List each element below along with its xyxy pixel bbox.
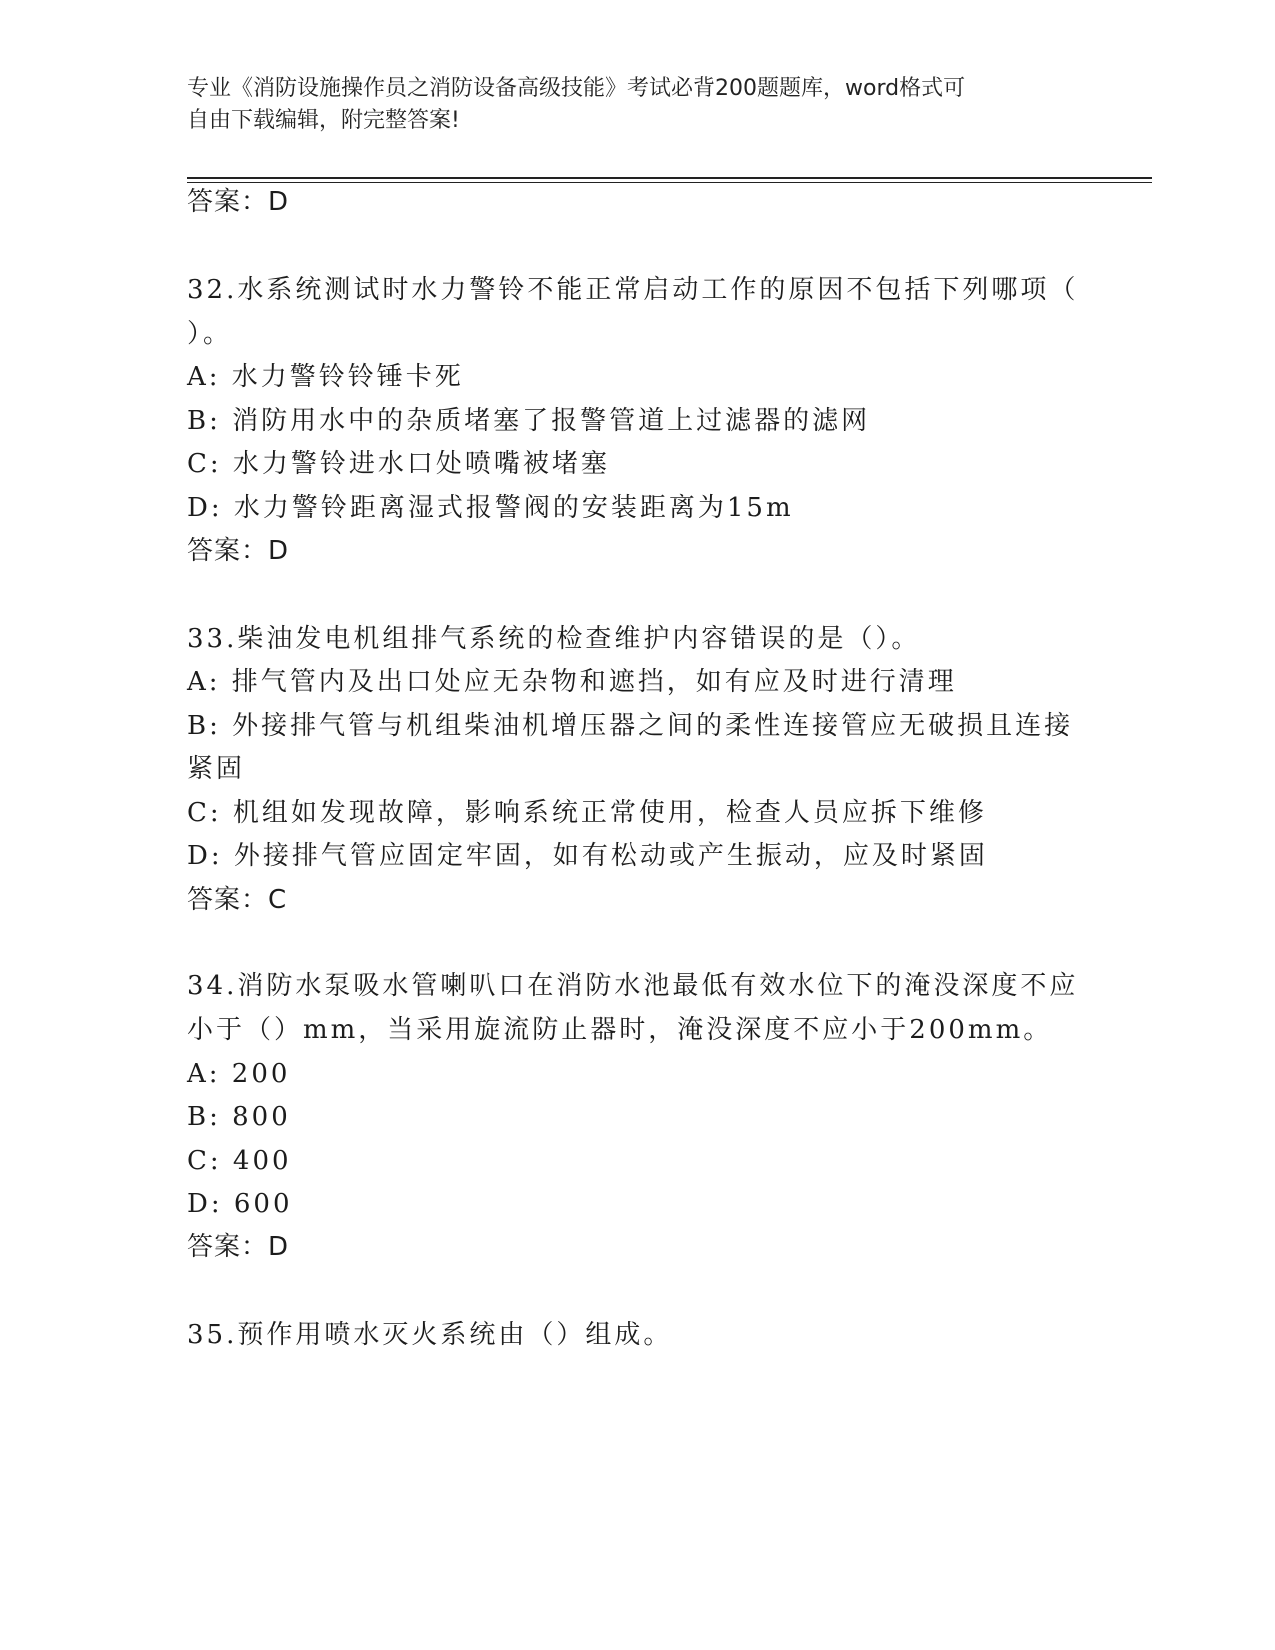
question-33-option-b-line-2: 紧固 — [187, 754, 246, 784]
question-34-option-d: D: 600 — [187, 1189, 293, 1219]
question-32-option-b: B: 消防用水中的杂质堵塞了报警管道上过滤器的滤网 — [187, 406, 871, 436]
question-32-option-a: A: 水力警铃铃锤卡死 — [187, 362, 464, 392]
header-line-2: 自由下载编辑，附完整答案! — [187, 108, 460, 133]
question-34-text-line-1: 34.消防水泵吸水管喇叭口在消防水池最低有效水位下的淹没深度不应 — [187, 971, 1079, 1001]
question-32-answer: 答案：D — [187, 536, 290, 566]
question-33-option-d: D: 外接排气管应固定牢固，如有松动或产生振动，应及时紧固 — [187, 841, 988, 871]
question-34-option-b: B: 800 — [187, 1102, 291, 1132]
header-line-1: 专业《消防设施操作员之消防设备高级技能》考试必背200题题库，word格式可 — [187, 76, 966, 101]
header-divider-thick — [187, 177, 1152, 179]
question-34-option-a: A: 200 — [187, 1059, 291, 1089]
question-34-option-c: C: 400 — [187, 1146, 292, 1176]
answer-line: 答案：D — [187, 187, 290, 217]
question-33-option-b-line-1: B: 外接排气管与机组柴油机增压器之间的柔性连接管应无破损且连接 — [187, 711, 1074, 741]
question-33-text-line-1: 33.柴油发电机组排气系统的检查维护内容错误的是（）。 — [187, 624, 921, 654]
header-divider-thin — [187, 182, 1152, 183]
question-34-answer: 答案：D — [187, 1232, 290, 1262]
question-32-text-line-2: ）。 — [187, 319, 233, 349]
question-35-text-line-1: 35.预作用喷水灭火系统由（）组成。 — [187, 1320, 673, 1350]
question-32-option-d: D: 水力警铃距离湿式报警阀的安装距离为15m — [187, 493, 794, 523]
question-33-option-a: A: 排气管内及出口处应无杂物和遮挡，如有应及时进行清理 — [187, 667, 957, 697]
question-32-text-line-1: 32.水系统测试时水力警铃不能正常启动工作的原因不包括下列哪项（ — [187, 275, 1079, 305]
question-32-option-c: C: 水力警铃进水口处喷嘴被堵塞 — [187, 449, 610, 479]
question-33-answer: 答案：C — [187, 885, 288, 915]
document-header — [187, 73, 1067, 137]
question-34-text-line-2: 小于（）mm，当采用旋流防止器时，淹没深度不应小于200mm。 — [187, 1015, 1053, 1045]
question-33-option-c: C: 机组如发现故障，影响系统正常使用，检查人员应拆下维修 — [187, 798, 987, 828]
